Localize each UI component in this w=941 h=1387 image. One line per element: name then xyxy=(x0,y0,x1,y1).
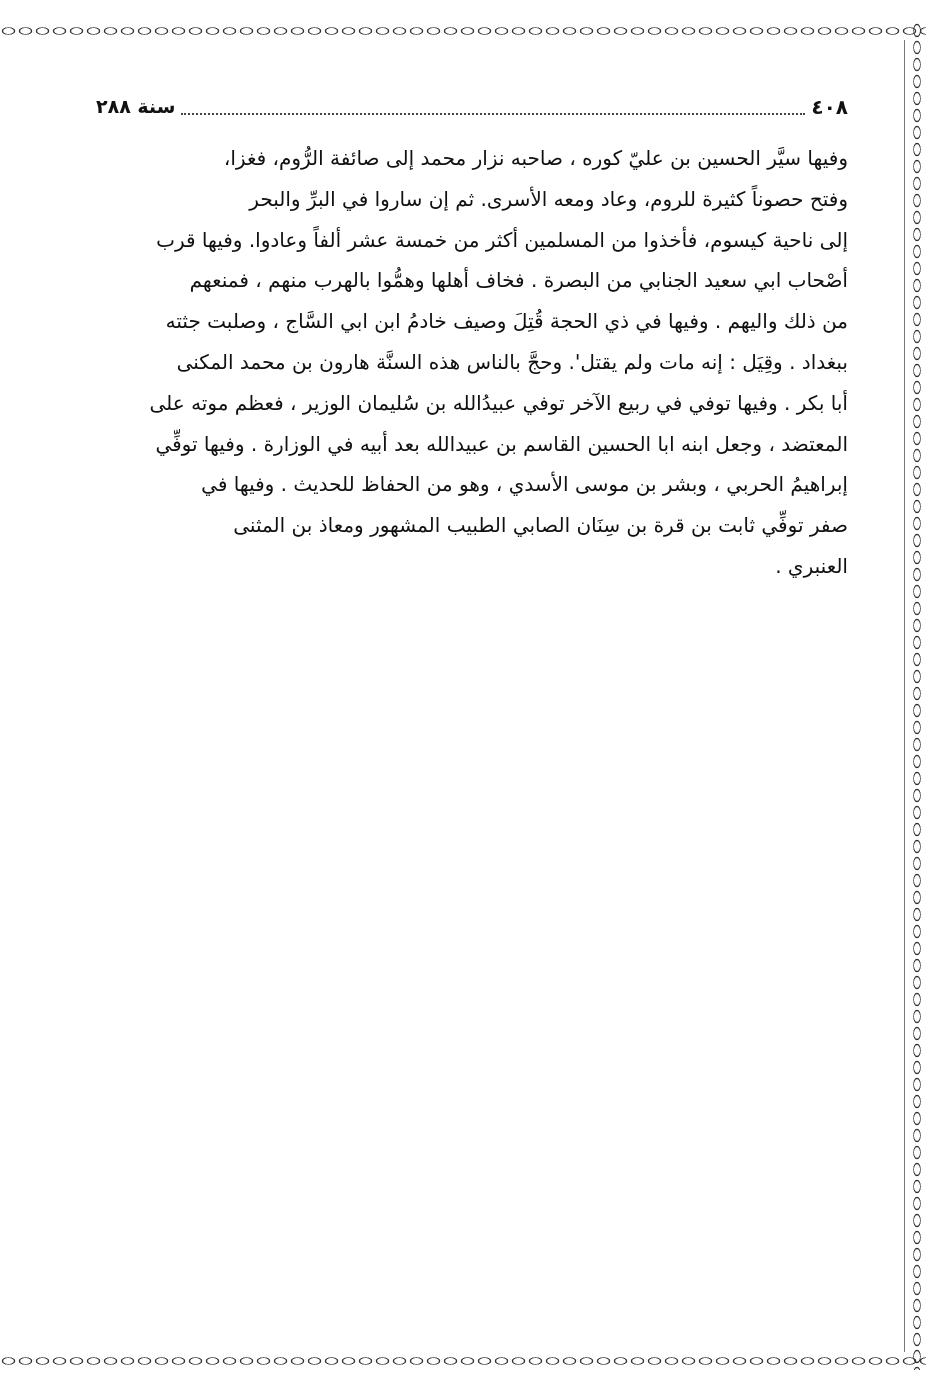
page-number: ٤٠٨ xyxy=(811,95,848,119)
text-line: إبراهيمُ الحربي ، وبشر بن موسى الأسدي ، وهو من الحفاظ للحديث . وفيها في xyxy=(201,472,848,497)
text-line: إلى ناحية كيسوم، فأخذوا من المسلمين أكثر من خمسة عشر ألفاً وعادوا. وفيها قرب xyxy=(156,227,848,252)
text-line: أصْحاب ابي سعيد الجنابي من البصرة . فخاف أهلها وهمُّوا بالهرب منهم ، فمنعهم xyxy=(189,268,848,293)
running-header xyxy=(96,92,848,122)
text-line: ببغداد . وقِيَل : إنه مات ولم يقتل'. وحجَّ بالناس هذه السنَّة هارون بن محمد المكنى xyxy=(176,349,848,374)
text-line: العنبري . xyxy=(775,553,848,578)
text-line: من ذلك واليهم . وفيها في ذي الحجة قُتِلَ وصيف خادمُ ابن ابي السَّاج ، وصلبت جثته xyxy=(165,309,848,334)
header-leader-dots xyxy=(181,99,805,115)
body-paragraph xyxy=(102,138,848,587)
decorative-border-top xyxy=(0,22,926,40)
text-line: المعتضد ، وجعل ابنه ابا الحسين القاسم بن عبيدالله بعد أبيه في الوزارة . وفيها توفِّي xyxy=(155,431,848,456)
text-line: صفر توفِّي ثابت بن قرة بن سِنَان الصابي الطبيب المشهور ومعاذ بن المثنى xyxy=(233,513,848,538)
text-line: أبا بكر . وفيها توفي في ربيع الآخر توفي عبيدُالله بن سُليمان الوزير ، فعظم موته على xyxy=(149,390,848,415)
text-line: وفتح حصوناً كثيرة للروم، وعاد ومعه الأسرى. ثم إن ساروا في البرِّ والبحر xyxy=(249,186,848,211)
text-line: وفيها سيَّر الحسين بن عليّ كوره ، صاحبه نزار محمد إلى صائفة الرُّوم، فغزا، xyxy=(223,146,848,170)
decorative-border-right xyxy=(908,22,926,1370)
year-heading: سنة ٢٨٨ xyxy=(96,96,176,118)
decorative-border-bottom xyxy=(0,1352,926,1370)
border-rule xyxy=(904,40,905,1352)
